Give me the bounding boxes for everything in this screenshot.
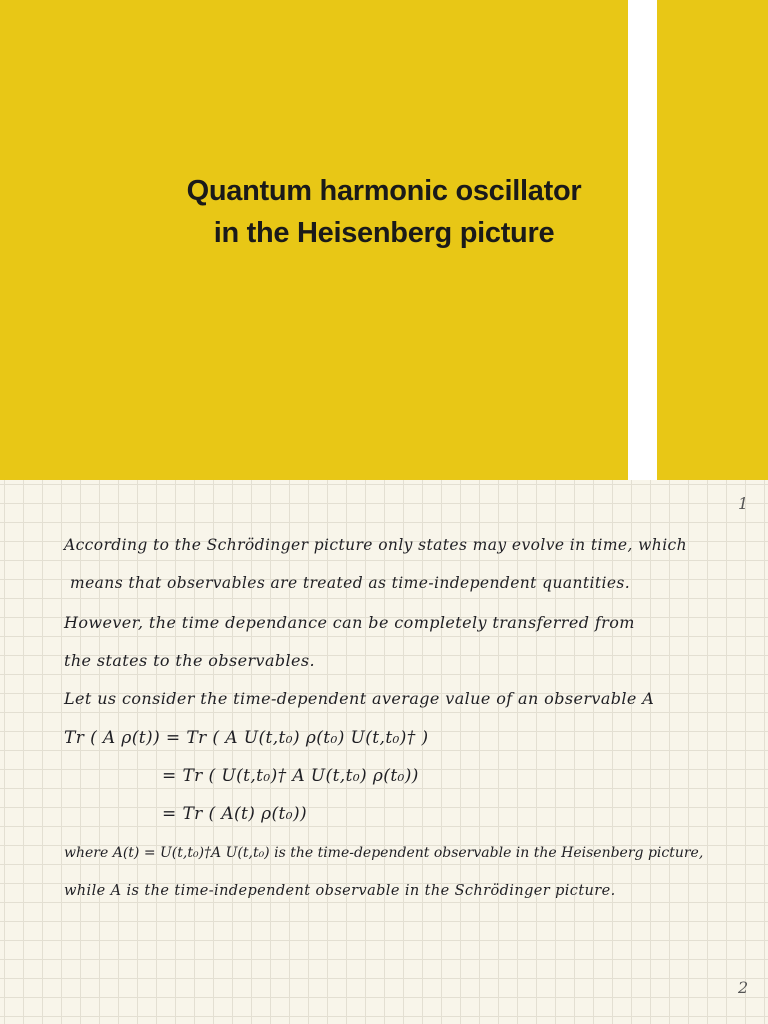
note-line-1: According to the Schrödinger picture only states may evolve in time, which [64, 536, 688, 554]
page-number-1: 1 [738, 494, 749, 513]
note-line-4: the states to the observables. [64, 651, 316, 670]
page-number-2: 2 [738, 978, 749, 997]
equation-line-3: = Tr ( A(t) ρ(t₀)) [162, 804, 308, 824]
equation-line-2: = Tr ( U(t,t₀)† A U(t,t₀) ρ(t₀)) [162, 766, 419, 786]
grid-notes-page [0, 480, 768, 1024]
note-line-3: However, the time dependance can be completely transferred from [64, 613, 635, 632]
note-line-5: Let us consider the time-dependent average value of an observable A [64, 689, 655, 708]
note-line-6: where A(t) = U(t,t₀)†A U(t,t₀) is the time-dependent observable in the Heisenberg picture, [64, 845, 704, 861]
note-line-2: means that observables are treated as time-independent quantities. [70, 574, 631, 592]
title-line-1: Quantum harmonic oscillator [186, 175, 582, 207]
cover-page [0, 0, 768, 480]
note-line-7: while A is the time-independent observable in the Schrödinger picture. [64, 883, 616, 899]
title-line-2: in the Heisenberg picture [213, 217, 555, 249]
page-title [0, 170, 768, 254]
equation-line-1: Tr ( A ρ(t)) = Tr ( A U(t,t₀) ρ(t₀) U(t,t₀)† ) [64, 728, 429, 748]
